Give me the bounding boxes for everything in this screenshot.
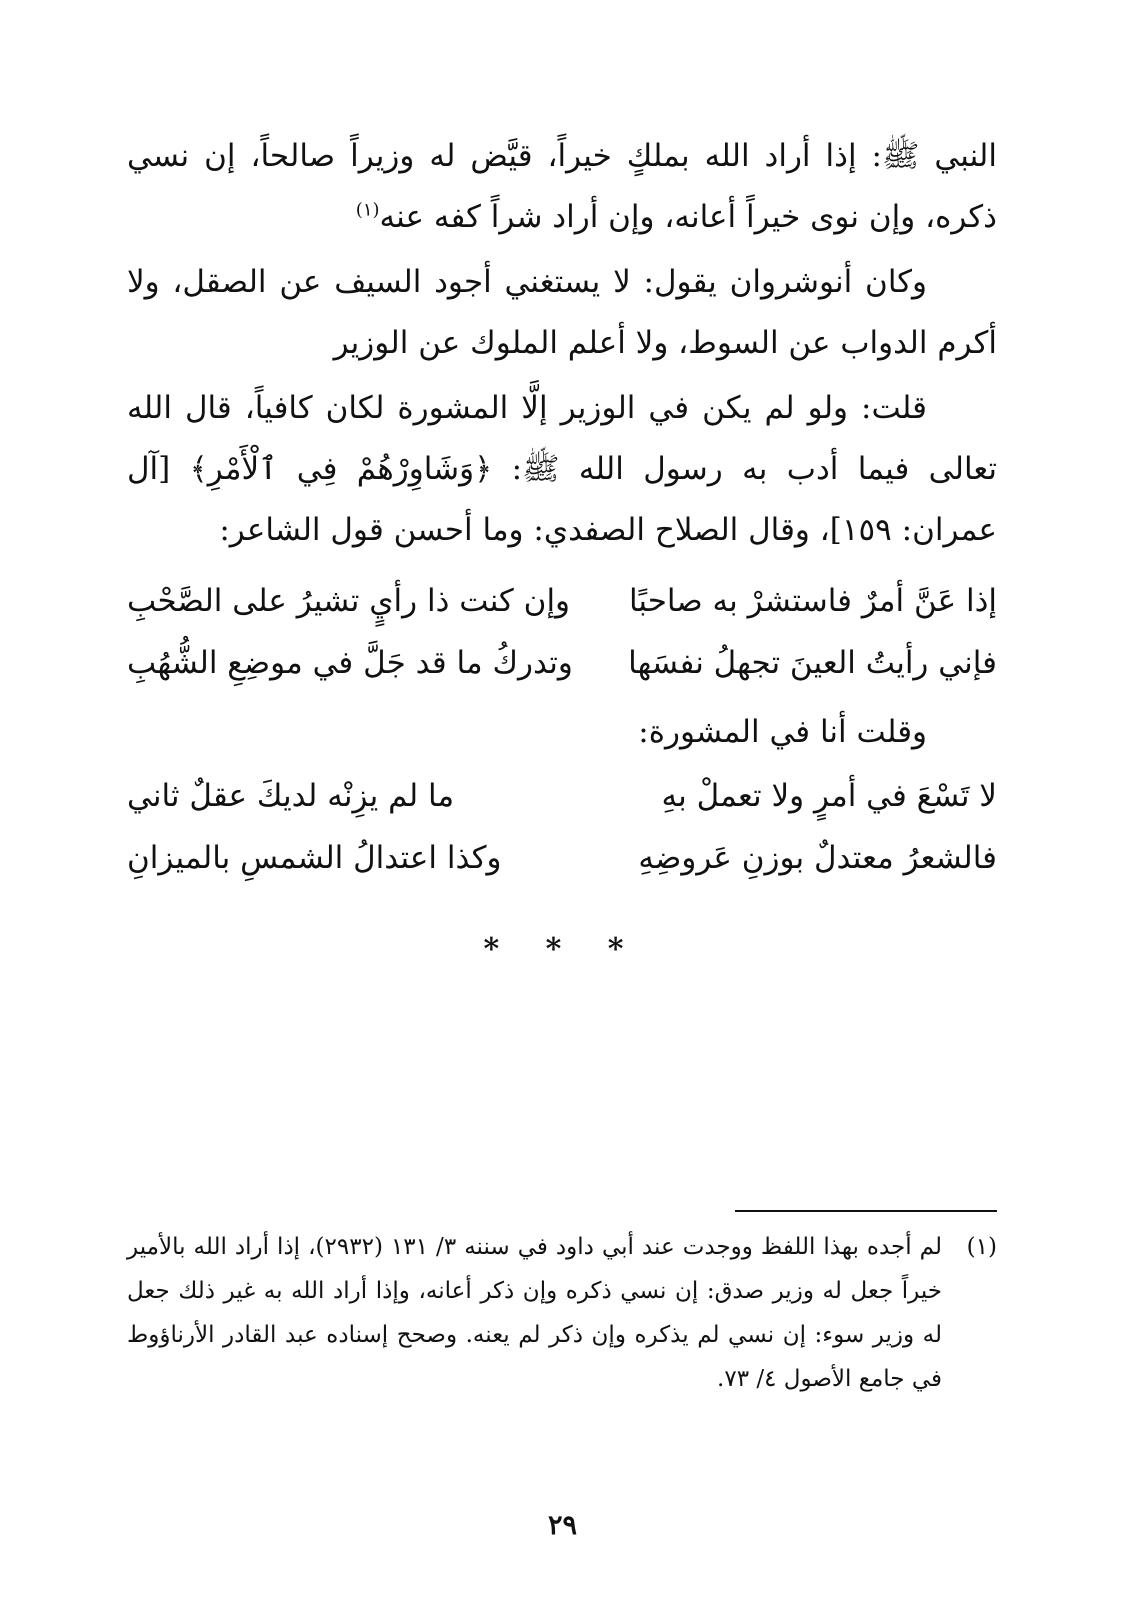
footnote-reference: (١) — [355, 199, 380, 221]
page-number: ٢٩ — [547, 1510, 577, 1541]
footnote-number: (١) — [966, 1234, 997, 1260]
poem1-verse-2-first-hemistich: فإني رأيتُ العينَ تجهلُ نفسَها — [628, 645, 997, 681]
section-separator: * * * — [483, 932, 642, 967]
footnote-divider — [735, 1210, 997, 1212]
poem2-verse-1 — [127, 765, 997, 827]
poem1-verse-1 — [127, 570, 997, 632]
poem2-verse-2 — [127, 827, 997, 889]
paragraph-anushirvan: وكان أنوشروان يقول: لا يستغني أجود السيف عن الصقل، ولا أكرم الدواب عن السوط، ولا أعلم الملوك عن الوزير — [127, 264, 997, 361]
poem2-verse-1-second-hemistich: ما لم يزِنْه لديكَ عقلٌ ثاني — [127, 778, 455, 814]
paragraph-consultation: قلت: ولو لم يكن في الوزير إلَّا المشورة لكان كافياً، قال الله تعالى فيما أدب به رسول الله ﷺ: ﴿وَشَاوِرْهُمْ فِي ٱلْأَمْرِ﴾ [آل عمران: ١٥٩]، وقال الصلاح الصفدي: وما أحسن قول الشاعر: — [127, 390, 997, 548]
footnote — [127, 1225, 997, 1401]
poem1-verse-1-second-hemistich: وإن كنت ذا رأيٍ تشيرُ على الصَّحْبِ — [127, 583, 571, 619]
poem1-verse-1-first-hemistich: إذا عَنَّ أمرٌ فاستشرْ به صاحبًا — [628, 583, 997, 619]
paragraph-hadith-text: النبي ﷺ: إذا أراد الله بملكٍ خيراً، قيَّض له وزيراً صالحاً، إن نسي ذكره، وإن نوى خيراً أعانه، وإن أراد شراً كفه عنه — [127, 138, 997, 235]
poem2-intro: وقلت أنا في المشورة: — [638, 714, 927, 750]
poem2-verse-2-second-hemistich: وكذا اعتدالُ الشمسِ بالميزانِ — [127, 840, 502, 876]
paragraph-hadith — [127, 126, 997, 248]
poem1-verse-2 — [127, 632, 997, 694]
footnote-text: لم أجده بهذا اللفظ ووجدت عند أبي داود في سننه ٣/ ١٣١ (٢٩٣٢)، إذا أراد الله بالأمير خيراً جعل له وزير صدق: إن نسي ذكره وإن ذكر أعانه، وإذا أراد الله به غير ذلك جعل له وزير سوء: إن نسي لم يذكره وإن ذكر لم يعنه. وصحح إسناده عبد القادر الأرناؤوط في جامع الأصول ٤/ ٧٣. — [127, 1234, 942, 1392]
poem1-verse-2-second-hemistich: وتدركُ ما قد جَلَّ في موضِعِ الشُّهُبِ — [127, 645, 573, 681]
poem2-verse-1-first-hemistich: لا تَسْعَ في أمرٍ ولا تعملْ بهِ — [661, 778, 997, 814]
poem2-verse-2-first-hemistich: فالشعرُ معتدلٌ بوزنِ عَروضِهِ — [638, 840, 997, 876]
